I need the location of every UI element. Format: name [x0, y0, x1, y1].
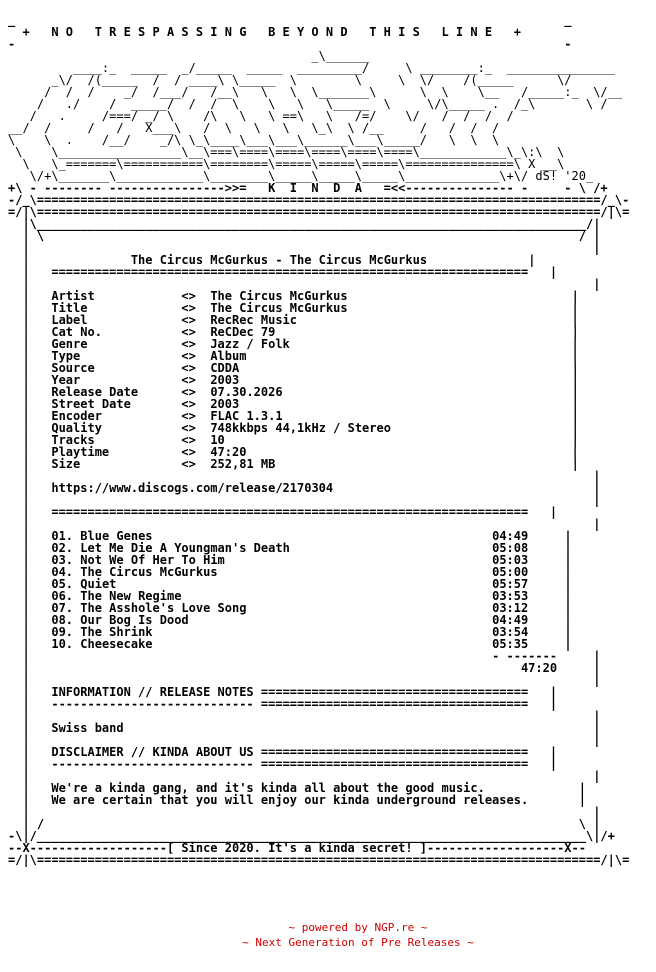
release-notes: Swiss band — [51, 721, 124, 735]
kinda-bar: +\ - -------- ---------------->>= K I N D A =<<--------------- - - \ /+ -/_\==============================================================================/_\- =/|\==============================================================================/|\= — [8, 181, 630, 219]
field-label: Quality — [51, 421, 102, 435]
field-label: Encoder — [51, 409, 102, 423]
field-separator: <> — [181, 397, 196, 411]
disclaimer-rule-left: ---------------------------- — [51, 757, 254, 771]
track-duration: 05:57 — [492, 577, 529, 591]
field-label: Release Date — [51, 385, 139, 399]
track-title: The Circus McGurkus — [80, 565, 218, 579]
field-label: Genre — [51, 337, 88, 351]
field-label: Title — [51, 301, 88, 315]
field-separator: <> — [181, 313, 196, 327]
field-separator: <> — [181, 337, 196, 351]
field-label: Playtime — [51, 445, 110, 459]
field-value: 2003 — [210, 397, 240, 411]
field-label: Cat No. — [51, 325, 102, 339]
field-value: 10 — [210, 433, 225, 447]
info-rule-right: ===================================== — [260, 685, 529, 699]
banner: _ _ + N O T R E S P A S S I N G B E Y O N D T H I S L I N E + - - — [8, 13, 572, 51]
track-duration: 05:00 — [492, 565, 529, 579]
field-value: RecRec Music — [210, 313, 298, 327]
release-info-fields: | Artist <> The Circus McGurkus | | Title <> The Circus McGurkus | | Label <> RecRec Music | | Cat No. <> ReCDec 79 | | Genre <> Jazz / Folk | | Type <> Album | | Source <> CDDA | | Year <> 2003 | | Release Date <> 07.30.2026 | | Street Date <> 2003 | | Encoder <> FLAC 1.3.1 | | Quality <> 748kkbps 44,1kHz / Stereo | | Tracks <> 10 | | Playtime <> 47:20 | | Size <> 252,81 MB | — [8, 289, 579, 471]
field-value: The Circus McGurkus — [210, 301, 348, 315]
field-separator: <> — [181, 457, 196, 471]
track-title: Cheesecake — [80, 637, 153, 651]
powered-by-text[interactable]: ~ powered by NGP.re ~ — [288, 921, 428, 934]
track-duration: 03:12 — [492, 601, 529, 615]
track-duration: 03:54 — [492, 625, 529, 639]
track-title: The Asshole's Love Song — [80, 601, 247, 615]
about-line-1: We're a kinda gang, and it's kinda all about the good music. — [51, 781, 485, 795]
release-title: The Circus McGurkus - The Circus McGurkus — [130, 253, 428, 267]
field-value: 2003 — [210, 373, 240, 387]
about-line-2: We are certain that you will enjoy our kinda underground releases. — [51, 793, 529, 807]
field-value: 47:20 — [210, 445, 247, 459]
field-separator: <> — [181, 433, 196, 447]
field-separator: <> — [181, 385, 196, 399]
info-rule-left: ---------------------------- — [51, 697, 254, 711]
field-value: 07.30.2026 — [210, 385, 283, 399]
field-label: Street Date — [51, 397, 131, 411]
info-heading: INFORMATION // RELEASE NOTES — [51, 685, 254, 699]
field-separator: <> — [181, 325, 196, 339]
disclaimer-rule-right-2: ===================================== — [260, 757, 529, 771]
total-playtime: 47:20 — [520, 661, 558, 675]
field-separator: <> — [181, 421, 196, 435]
track-number: 09. — [51, 625, 74, 639]
track-number: 02. — [51, 541, 74, 555]
track-title: The Shrink — [80, 625, 153, 639]
field-separator: <> — [181, 373, 196, 387]
frame-bottom: | / \ | -\|/____________________________________________________________________________\|/+ — [8, 817, 615, 843]
field-separator: <> — [181, 301, 196, 315]
field-value: 748kkbps 44,1kHz / Stereo — [210, 421, 391, 435]
field-label: Label — [51, 313, 88, 327]
track-number: 03. — [51, 553, 74, 567]
track-title: Not We Of Her To Him — [80, 553, 225, 567]
track-number: 07. — [51, 601, 74, 615]
track-row — [51, 637, 528, 651]
field-label: Type — [51, 349, 81, 363]
field-label: Tracks — [51, 433, 95, 447]
field-label: Artist — [51, 289, 95, 303]
frame-top: |\____________________________________________________________________________/| | \ / | — [22, 217, 601, 243]
field-value: CDDA — [210, 361, 240, 375]
track-title: Our Bog Is Dood — [80, 613, 189, 627]
track-duration: 03:53 — [492, 589, 529, 603]
tagline-text: ~ Next Generation of Pre Releases ~ — [242, 936, 474, 949]
track-number: 04. — [51, 565, 74, 579]
field-separator: <> — [181, 361, 196, 375]
track-number: 10. — [51, 637, 74, 651]
track-duration: 05:03 — [492, 553, 529, 567]
field-label: Year — [51, 373, 81, 387]
track-number: 05. — [51, 577, 74, 591]
title-rule: ================================================================== — [51, 265, 529, 279]
tracklist: | 01. Blue Genes 04:49 | | 02. Let Me Die A Youngman's Death 05:08 | | 03. Not We Of Her To Him 05:03 | | 04. The Circus McGurkus 05:00 | | 05. Quiet 05:57 | | 06. The New Regime 03:53 | | 07. The Asshole's Love Song 03:12 | | 08. Our Bog Is Dood 04:49 | | 09. The Shrink 03:54 | | 10. Cheesecake 05:35 | — [8, 529, 572, 651]
track-title: The New Regime — [80, 589, 182, 603]
tracklist-rule: ================================================================== — [51, 505, 529, 519]
field-value: Jazz / Folk — [210, 337, 290, 351]
info-rule-right-2: ===================================== — [260, 697, 529, 711]
field-value: ReCDec 79 — [210, 325, 276, 339]
field-separator: <> — [181, 349, 196, 363]
track-title: Quiet — [80, 577, 117, 591]
track-number: 01. — [51, 529, 74, 543]
field-value: The Circus McGurkus — [210, 289, 348, 303]
field-value: Album — [210, 349, 247, 363]
field-separator: <> — [181, 289, 196, 303]
track-duration: 05:08 — [492, 541, 529, 555]
disclaimer-heading: DISCLAIMER // KINDA ABOUT US — [51, 745, 254, 759]
track-duration: 04:49 — [492, 613, 529, 627]
total-dashes: - ------- — [492, 649, 558, 663]
track-title: Blue Genes — [80, 529, 153, 543]
kinda-logo-art: _\______ ____:_ _____ _/_____ _____ _________/ \ ________:_ _______________ _\/ /(_____ / / ____\ \_____ \ \ \ \/ /(_____ \/ / / / _/ /___/ /__\ \ \ \_______\ \ \ \__ /_____:_ \/__ / ./ / _____/ / / \ \ \ \_____ \ \/\_____ . /_\ \ / / . /===/ _/ \ /\ \ \ ==\ \ /=/ \/ / / / / __/ / / / X___\ / \ \ \ \_\ \ /__ / / / / \ \ . /__/ _/\ \_\____\___\___\______\___\_____/ \ \ \ \ \_________________\__\===\====\====\====\====\====\____________\_\:\ \ \ \_=======\===========\========\=====\=====\=====\===============\ X __\ \/+\_______\____________\________\_____\_____\_____\_____________\+\/ dS! '20_ — [8, 49, 623, 183]
since-line: --X-------------------[ Since 2020. It's a kinda secret! ]-------------------X-- — [8, 841, 586, 855]
disclaimer-rule-right: ===================================== — [260, 745, 529, 759]
nfo-text: _ _ + N O T R E S P A S S I N G B E Y O N D T H I S L I N E + - - _\______ ____:_ _____ _/_____ _____ _________/ \ ________:_ _______________ _\/ /(_____ / / ____\ \_____ \ \ \ \/ /(_____ \/ / / / _/ /___/ /__\ \ \ \_______\ \ \ \__ /_____:_ \/__ / ./ / _____/ / / \ \ \ \_____ \ \/\_____ . /_\ \ / / . /===/ _/ \ /\ \ \ ==\ \ /=/ \/ / / / / __/ / / / X___\ / \ \ \ \_\ \ /__ / / / / \ \ . /__/ _/\ \_\____\___\___\______\___\_____/ \ \ \ \ \_________________\__\===\====\====\====\====\====\____________\_\:\ \ \ \_=======\===========\========\=====\=====\=====\===============\ X __\ \/+\_______\____________\________\_____\_____\_____\_____________\+\/ dS! '20_ +\ - -------- ---------------->>= K I N D A =<<--------------- - - \ /+ -/_\==============================================================================/_\- =/|\==============================================================================/|\= |\____________________________________________________________________________/| | \ / | | | | The Circus McGurkus - The Circus McGurkus | | ================================================================== | | | | Artist <> The Circus McGurkus | | Title <> The Circus McGurkus | | Label <> RecRec Music | | Cat No. <> ReCDec 79 | | Genre <> Jazz / Folk | | Type <> Album | | Source <> CDDA | | Year <> 2003 | | Release Date <> 07.30.2026 | | Street Date <> 2003 | | Encoder <> FLAC 1.3.1 | | Quality <> 748kkbps 44,1kHz / Stereo | | Tracks <> 10 | | Playtime <> 47:20 | | Size <> 252,81 MB | | | | https://www.discogs.com/release/2170304 | | | | ================================================================== | | | | 01. Blue Genes 04:49 | | 02. Let Me Die A Youngman's Death 05:08 | | 03. Not We Of Her To Him 05:03 | | 04. The Circus McGurkus 05:00 | | 05. Quiet 05:57 | | 06. The New Regime 03:53 | | 07. The Asshole's Love Song 03:12 | | 08. Our Bog Is Dood 04:49 | | 09. The Shrink 03:54 | | 10. Cheesecake 05:35 | | - ------- | | 47:20 | | | | INFORMATION // RELEASE NOTES ===================================== | | ---------------------------- ===================================== | | | | Swiss band | | | | DISCLAIMER // KINDA ABOUT US ===================================== | | ---------------------------- ===================================== | | | | We're a kinda gang, and it's kinda all about the good music. | | We are certain that you will enjoy our kinda underground releases. | | | | / \ | -\|/____________________________________________________________________________\|/+ --X-------------------[ Since 2020. It's a kinda secret! ]-------------------X-- =/|\==============================================================================/|\= — [8, 13, 630, 867]
track-duration: 05:35 — [492, 637, 529, 651]
discogs-link[interactable]: https://www.discogs.com/release/2170304 — [51, 481, 334, 495]
track-duration: 04:49 — [492, 529, 529, 543]
field-separator: <> — [181, 445, 196, 459]
field-value: 252,81 MB — [210, 457, 276, 471]
track-number: 08. — [51, 613, 74, 627]
track-title: Let Me Die A Youngman's Death — [80, 541, 290, 555]
field-label: Source — [51, 361, 95, 375]
field-label: Size — [51, 457, 81, 471]
field-separator: <> — [181, 409, 196, 423]
track-number: 06. — [51, 589, 74, 603]
frame-bottom-rule: =/|\==============================================================================/|\= — [8, 853, 630, 867]
field-value: FLAC 1.3.1 — [210, 409, 283, 423]
